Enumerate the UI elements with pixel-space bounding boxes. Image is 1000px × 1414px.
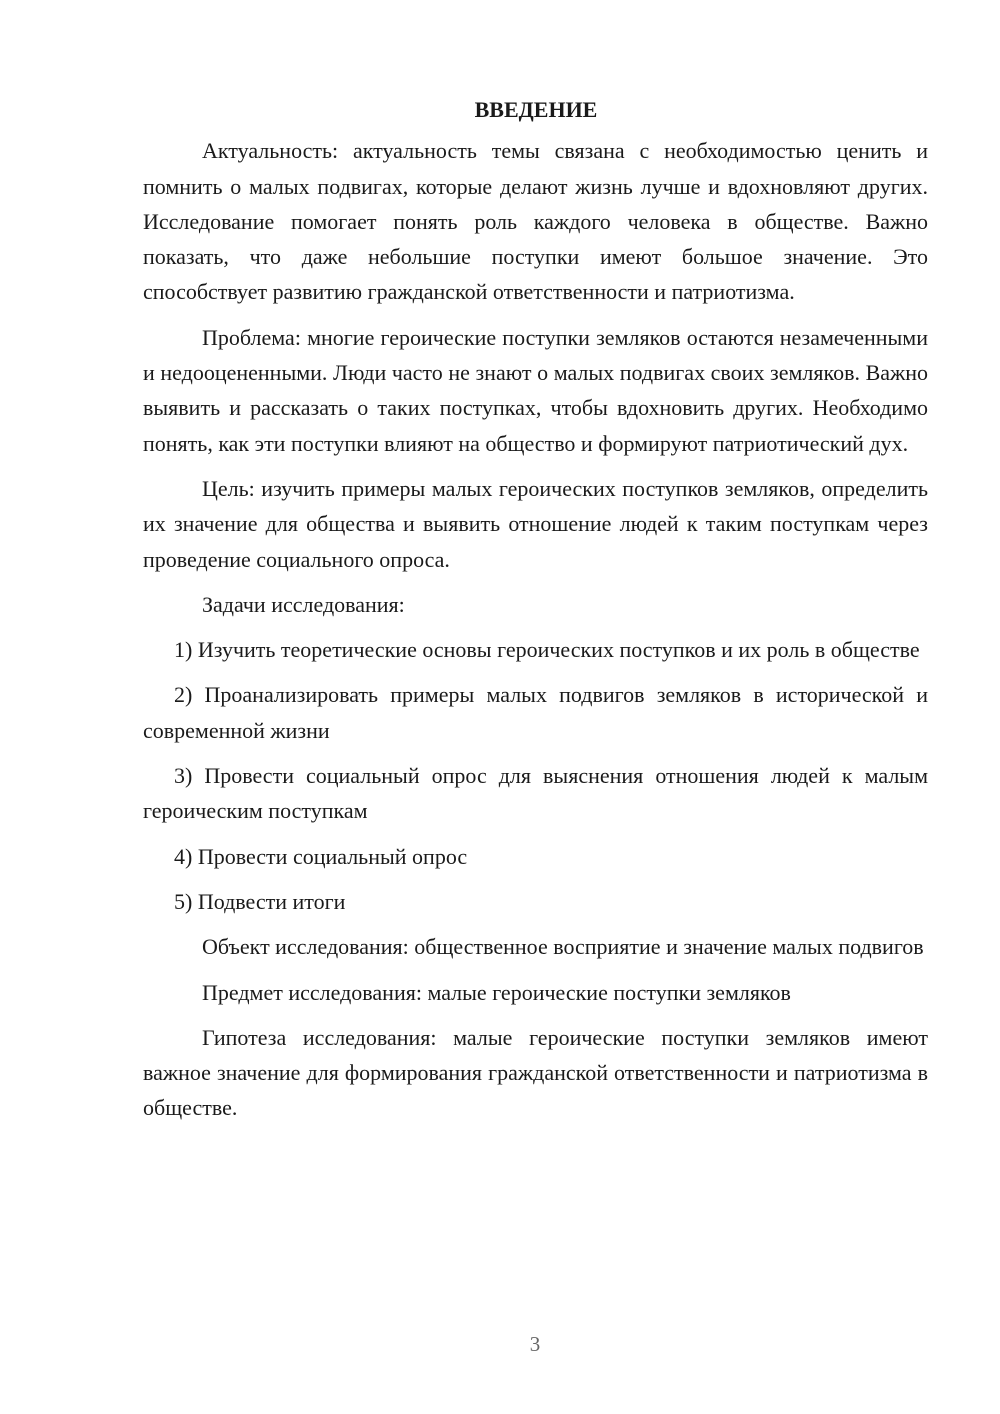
document-page <box>143 92 928 1136</box>
tasks-title: Задачи исследования: <box>202 591 405 617</box>
page-number: 3 <box>529 1332 541 1356</box>
task-item-4: 4) Провести социальный опрос <box>174 843 468 869</box>
problem-paragraph: Проблема: многие героические поступки земляков остаются незамеченными и недооцененными. Люди часто не знают о малых подвигах своих земляков. Важно выявить и рассказать о таких поступках, чтобы вдохновить других. Необходимо понять, как эти поступки влияют на общество и формируют патриотический дух. <box>143 324 928 456</box>
task-item-3: 3) Провести социальный опрос для выяснения отношения людей к малым героическим поступкам <box>143 763 928 824</box>
section-heading: ВВЕДЕНИЕ <box>474 97 598 122</box>
goal-paragraph: Цель: изучить примеры малых героических поступков земляков, определить их значение для общества и выявить отношение людей к таким поступкам через проведение социального опроса. <box>143 475 928 572</box>
task-item-5: 5) Подвести итоги <box>174 888 346 914</box>
relevance-paragraph: Актуальность: актуальность темы связана с необходимостью ценить и помнить о малых подвигах, которые делают жизнь лучше и вдохновляют других. Исследование помогает понять роль каждого человека в обществе. Важно показать, что даже небольшие поступки имеют большое значение. Это способствует развитию гражданской ответственности и патриотизма. <box>143 138 928 305</box>
object-paragraph: Объект исследования: общественное восприятие и значение малых подвигов <box>202 934 924 960</box>
hypothesis-paragraph: Гипотеза исследования: малые героические поступки земляков имеют важное значение для формирования гражданской ответственности и патриотизма в обществе. <box>143 1024 928 1121</box>
task-item-2: 2) Проанализировать примеры малых подвигов земляков в исторической и современной жизни <box>143 682 928 743</box>
task-item-1: 1) Изучить теоретические основы героических поступков и их роль в обществе <box>174 637 920 663</box>
subject-paragraph: Предмет исследования: малые героические поступки земляков <box>202 979 791 1005</box>
